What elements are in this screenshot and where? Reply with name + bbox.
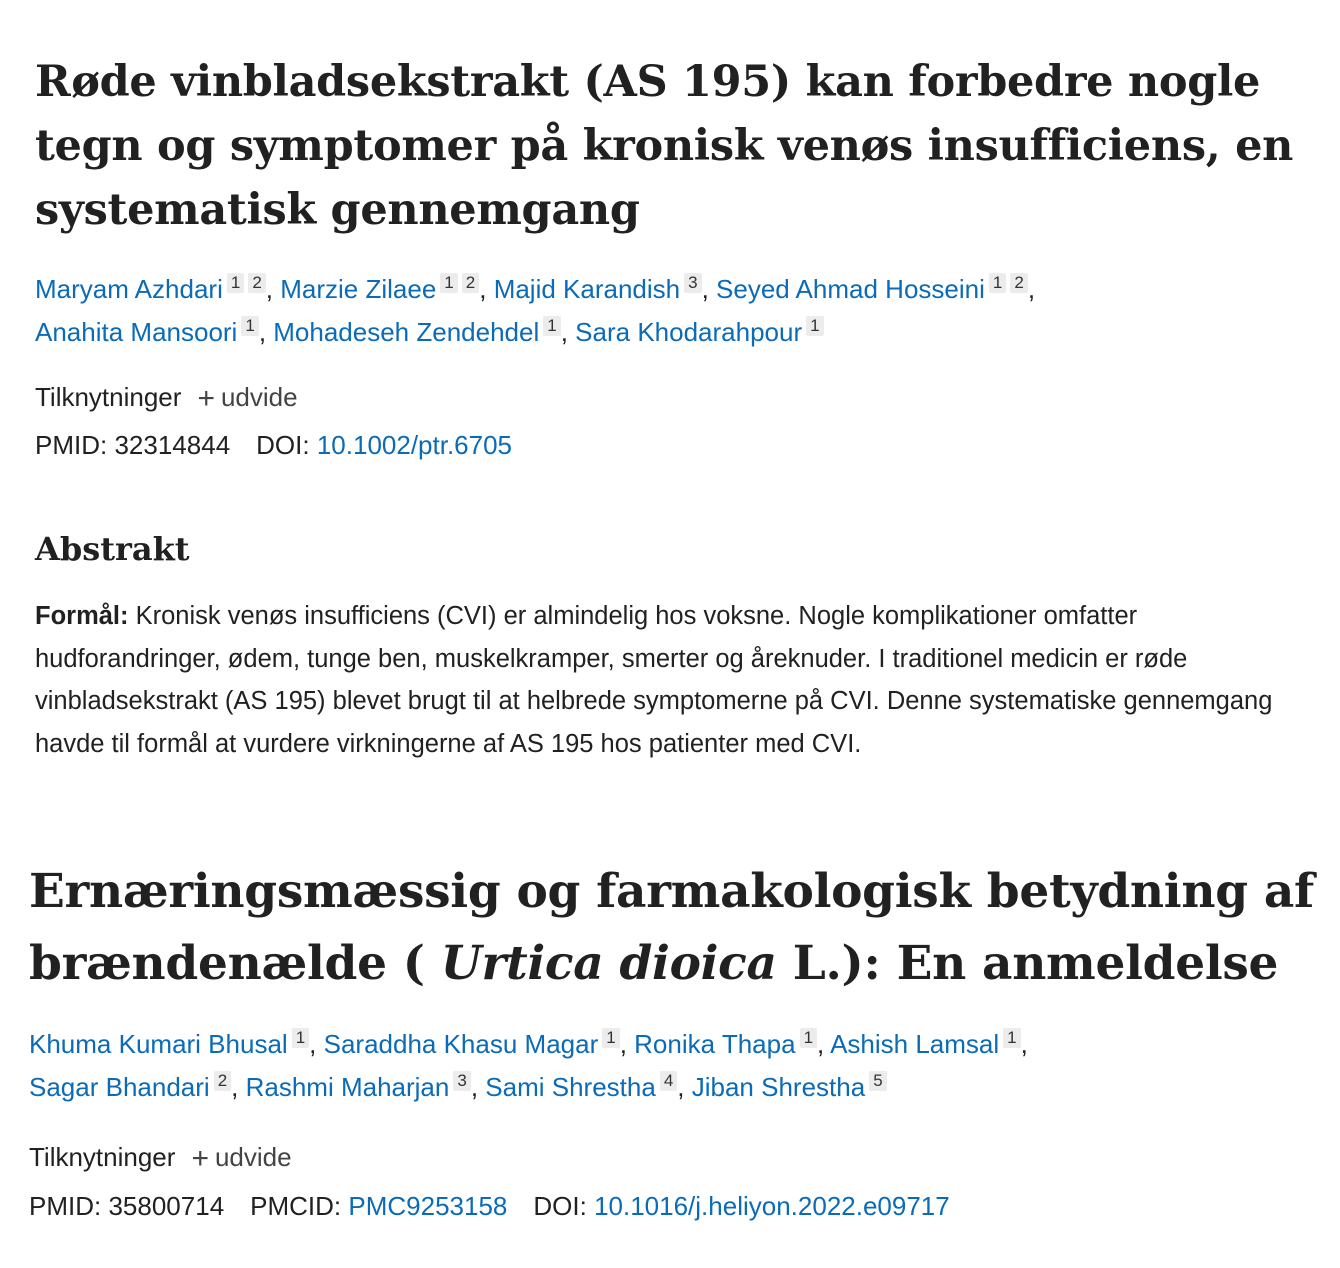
affiliation-number[interactable]: 3 — [684, 273, 701, 293]
author-list: Maryam Azhdari 1 2 , Marzie Zilaee 1 2 , Majid Karandish 3 , Seyed Ahmad Hosseini 1 2 , Anahita Mansoori 1 , Mohadeseh Zendehdel 1 , Sara Khodarahpour 1 — [35, 273, 1036, 347]
affiliation-number[interactable]: 1 — [602, 1028, 619, 1048]
abstract-label: Formål: — [35, 602, 129, 630]
affiliation-number[interactable]: 5 — [869, 1071, 886, 1091]
doi: DOI: 10.1002/ptr.6705 — [256, 430, 513, 460]
author-item — [246, 1072, 471, 1102]
affiliation-number[interactable]: 1 — [989, 273, 1006, 293]
affiliation-number[interactable]: 2 — [462, 273, 479, 293]
doi: DOI: 10.1016/j.heliyon.2022.e09717 — [533, 1191, 950, 1221]
author-list: Khuma Kumari Bhusal 1 , Saraddha Khasu Magar 1 , Ronika Thapa 1 , Ashish Lamsal 1 , Sagar Bhandari 2 , Rashmi Maharjan 3 , Sami Shrestha 4 , Jiban Shrestha 5 — [29, 1028, 1028, 1102]
author-item — [273, 317, 560, 347]
article-title: Røde vinbladsekstrakt (AS 195) kan forbedre nogle tegn og symptomer på kronisk venøs insufficiens, en systematisk gennemgang — [35, 57, 1294, 235]
pmid: PMID: 35800714 — [29, 1191, 225, 1221]
species-name: Urtica dioica — [440, 936, 777, 991]
author-item — [35, 317, 259, 347]
affiliations-label: Tilknytninger — [29, 1142, 176, 1172]
expand-label: udvide — [214, 1142, 292, 1172]
doi-link[interactable]: 10.1002/ptr.6705 — [316, 430, 513, 460]
affiliations-label: Tilknytninger — [35, 382, 182, 412]
affiliation-number[interactable]: 2 — [1010, 273, 1027, 293]
affiliation-number[interactable]: 1 — [292, 1028, 309, 1048]
affiliation-number[interactable]: 1 — [227, 273, 244, 293]
affiliation-number[interactable]: 1 — [241, 316, 258, 336]
affiliation-number[interactable]: 1 — [1003, 1028, 1020, 1048]
identifiers-row — [29, 1189, 976, 1223]
plus-icon: + — [191, 1142, 209, 1175]
author-link[interactable]: Mohadeseh Zendehdel — [273, 317, 540, 347]
affiliation-number[interactable]: 1 — [806, 316, 823, 336]
author-item — [324, 1029, 620, 1059]
identifiers-row — [35, 428, 538, 462]
pmcid: PMCID: PMC9253158 — [250, 1191, 508, 1221]
abstract-heading: Abstrakt — [35, 530, 190, 568]
affiliation-number[interactable]: 1 — [543, 316, 560, 336]
abstract-body: Kronisk venøs insufficiens (CVI) er almindelig hos voksne. Nogle komplikationer omfatter hudforandringer, ødem, tunge ben, muskelkramper, smerter og åreknuder. I traditionel medicin er røde vinbladsekstrakt (AS 195) blevet brugt til at helbrede symptomerne på CVI. Denne systematiske gennemgang havde til formål at vurdere virkningerne af AS 195 hos patienter med CVI. — [35, 602, 1273, 758]
author-link[interactable]: Sagar Bhandari — [29, 1072, 210, 1102]
pmid-value: 35800714 — [108, 1191, 225, 1221]
author-link[interactable]: Rashmi Maharjan — [245, 1072, 450, 1102]
pmcid-link[interactable]: PMC9253158 — [348, 1191, 508, 1221]
author-item — [280, 274, 479, 304]
author-link[interactable]: Marzie Zilaee — [280, 274, 437, 304]
affiliation-number[interactable]: 1 — [440, 273, 457, 293]
abstract-text — [35, 595, 1310, 765]
author-link[interactable]: Anahita Mansoori — [35, 317, 238, 347]
author-link[interactable]: Sara Khodarahpour — [575, 317, 803, 347]
author-link[interactable]: Sami Shrestha — [485, 1072, 656, 1102]
pmid-value: 32314844 — [114, 430, 231, 460]
author-link[interactable]: Jiban Shrestha — [691, 1072, 866, 1102]
doi-link[interactable]: 10.1016/j.heliyon.2022.e09717 — [594, 1191, 950, 1221]
affiliation-number[interactable]: 2 — [248, 273, 265, 293]
affiliation-number[interactable]: 2 — [214, 1071, 231, 1091]
article-title: Ernæringsmæssig og farmakologisk betydning af brændenælde ( Urtica dioica L.): En anmeldelse — [29, 864, 1314, 991]
author-item — [716, 274, 1028, 304]
author-link[interactable]: Saraddha Khasu Magar — [323, 1029, 599, 1059]
author-link[interactable]: Seyed Ahmad Hosseini — [716, 274, 985, 304]
author-item — [35, 274, 266, 304]
author-item — [575, 317, 823, 347]
expand-affiliations-button[interactable] — [197, 382, 298, 415]
author-link[interactable]: Ronika Thapa — [634, 1029, 796, 1059]
author-link[interactable]: Maryam Azhdari — [35, 274, 223, 304]
affiliation-number[interactable]: 4 — [660, 1071, 677, 1091]
author-item — [494, 274, 702, 304]
author-link[interactable]: Majid Karandish — [493, 274, 681, 304]
affiliation-number[interactable]: 3 — [453, 1071, 470, 1091]
author-link[interactable]: Khuma Kumari Bhusal — [29, 1029, 288, 1059]
author-item — [485, 1072, 677, 1102]
author-item — [692, 1072, 887, 1102]
author-link[interactable]: Ashish Lamsal — [830, 1029, 1000, 1059]
author-item — [830, 1029, 1021, 1059]
expand-label: udvide — [220, 382, 298, 412]
expand-affiliations-button[interactable] — [191, 1142, 292, 1175]
affiliation-number[interactable]: 1 — [800, 1028, 817, 1048]
author-item — [634, 1029, 817, 1059]
affiliations-row — [29, 1140, 292, 1176]
author-item — [29, 1072, 231, 1102]
pmid: PMID: 32314844 — [35, 430, 231, 460]
author-item — [29, 1029, 309, 1059]
plus-icon: + — [197, 382, 215, 415]
affiliations-row — [35, 380, 298, 416]
